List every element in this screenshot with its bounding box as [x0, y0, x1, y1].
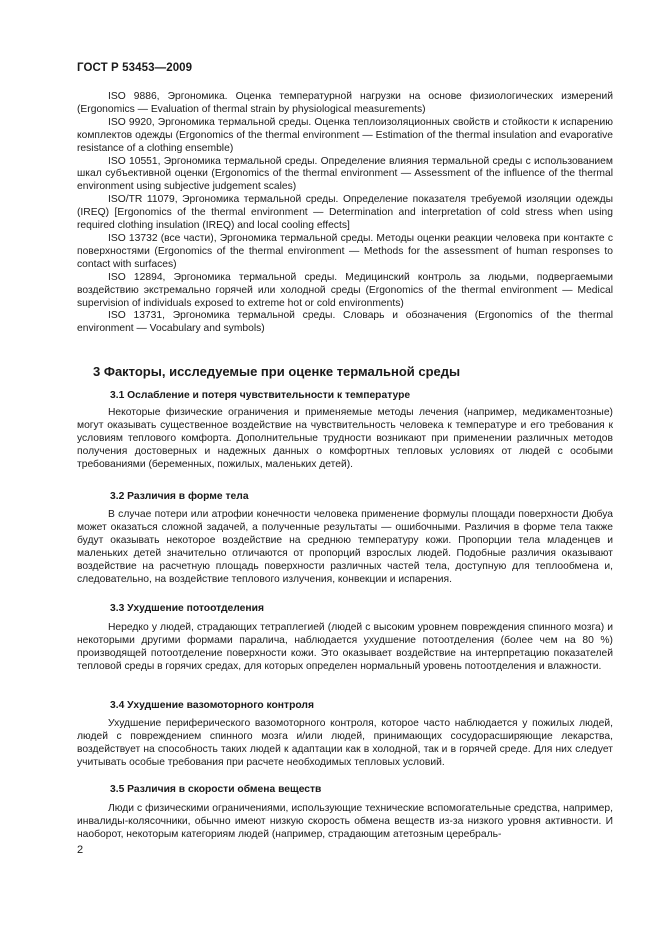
- subsection-body: [77, 509, 613, 586]
- reference-item: [77, 156, 613, 195]
- reference-item: [77, 272, 613, 311]
- reference-item: [77, 91, 613, 117]
- reference-text: ISO 9920, Эргономика термальной среды. Оценка теплоизоляционных свойств и стойкости к испарению комплектов одежды (Ergonomics of the thermal environment — Estimation of the thermal insulation and evaporative resistance of a clothing ensemble): [77, 116, 613, 154]
- subsection-heading: 3.3 Ухудшение потоотделения: [110, 603, 264, 614]
- section-heading: 3 Факторы, исследуемые при оценке термальной среды: [93, 364, 461, 379]
- subsection-body: [77, 718, 613, 770]
- reference-text: ISO 13731, Эргономика термальной среды. Словарь и обозначения (Ergonomics of the thermal environment — Vocabulary and symbols): [77, 310, 613, 335]
- subsection-body: [77, 803, 613, 842]
- reference-text: ISO 10551, Эргономика термальной среды. Определение влияния термальной среды с использованием шкал субъективной оценки (Ergonomics of the thermal environment — Assessment of the influence of the thermal environment using subjective judgement scales): [77, 155, 613, 193]
- subsection-heading: 3.4 Ухудшение вазомоторного контроля: [110, 700, 314, 711]
- reference-text: ISO 13732 (все части), Эргономика термальной среды. Методы оценки реакции человека при контакте с поверхностями (Ergonomics of the thermal environment — Methods for the assessment of human responses to contact with surfaces): [77, 232, 613, 270]
- subsection-heading: 3.2 Различия в форме тела: [110, 491, 249, 502]
- reference-text: ISO 9886, Эргономика. Оценка температурной нагрузки на основе физиологических измерений (Ergonomics — Evaluation of thermal strain by physiological measurements): [77, 91, 613, 115]
- reference-item: [77, 194, 613, 233]
- subsection-body: [77, 622, 613, 674]
- page-number: 2: [77, 844, 84, 856]
- reference-item: [77, 117, 613, 156]
- reference-text: ISO/TR 11079, Эргономика термальной среды. Определение показателя требуемой изоляции одежды (IREQ) [Ergonomics of the thermal environment — Determination and interpretation of cold stress when using required clothing insulation (IREQ) and local cooling effects]: [77, 194, 613, 232]
- subsection-heading: 3.1 Ослабление и потеря чувствительности к температуре: [110, 390, 411, 401]
- reference-item: [77, 310, 613, 336]
- paragraph: Ухудшение периферического вазомоторного контроля, которое часто наблюдается у пожилых людей, людей с повреждением спинного мозга и/или людей, принимающих сосудорасширяющие лекарства, воздействует на способность таких людей к адаптации как в холодной, так и в горячей среде. Для них следует учитывать особые требования при расчете необходимых тепловых условий.: [77, 718, 613, 768]
- subsection-heading: 3.5 Различия в скорости обмена веществ: [110, 784, 322, 795]
- normative-references: [77, 91, 613, 336]
- standard-header: ГОСТ Р 53453—2009: [77, 62, 193, 74]
- reference-text: ISO 12894, Эргономика термальной среды. Медицинский контроль за людьми, подвергаемыми воздействию экстремально горячей или холодной среды (Ergonomics of the thermal environment — Medical supervision of individuals exposed to extreme hot or cold environments): [77, 271, 613, 309]
- paragraph: В случае потери или атрофии конечности человека применение формулы площади поверхности Дюбуа может оказаться сложной задачей, а полученные результаты — ошибочными. Различия в форме тела также будут оказывать некоторое воздействие на среднюю температуру кожи. Пропорции тела младенцев и маленьких детей значительно отличаются от пропорций взрослых людей. Подобные различия оказывают воздействие на расчетную площадь поверхности различных частей тела, доступную для теплообмена и, следовательно, на воздействие теплового излучения, конвекции и испарения.: [77, 509, 613, 585]
- paragraph: Нередко у людей, страдающих тетраплегией (людей с высоким уровнем повреждения спинного мозга) и некоторыми другими формами паралича, наблюдается ухудшение потоотделения (более чем на 80 %) производящей потоотделение поверхности кожи. Это оказывает воздействие на интерпретацию показателей тепловой среды в горячих средах, для которых определен нормальный уровень потоотделения и влажности.: [77, 622, 613, 672]
- paragraph: Люди с физическими ограничениями, использующие технические вспомогательные средства, например, инвалиды-колясочники, обычно имеют низкую скорость обмена веществ из-за низкого уровня активности. И наоборот, некоторым категориям людей (например, страдающим атетозным церебраль-: [77, 803, 613, 840]
- reference-item: [77, 233, 613, 272]
- subsection-body: [77, 407, 613, 472]
- paragraph: Некоторые физические ограничения и применяемые методы лечения (например, медикаментозные) могут оказывать существенное воздействие на чувствительность человека к температуре и его требования к условиям теплового комфорта. Дополнительные трудности возникают при применении различных методов получения достоверных и надежных данных о комфортных тепловых условиях от людей с особыми требованиями (беременных, пожилых, маленьких детей).: [77, 407, 613, 470]
